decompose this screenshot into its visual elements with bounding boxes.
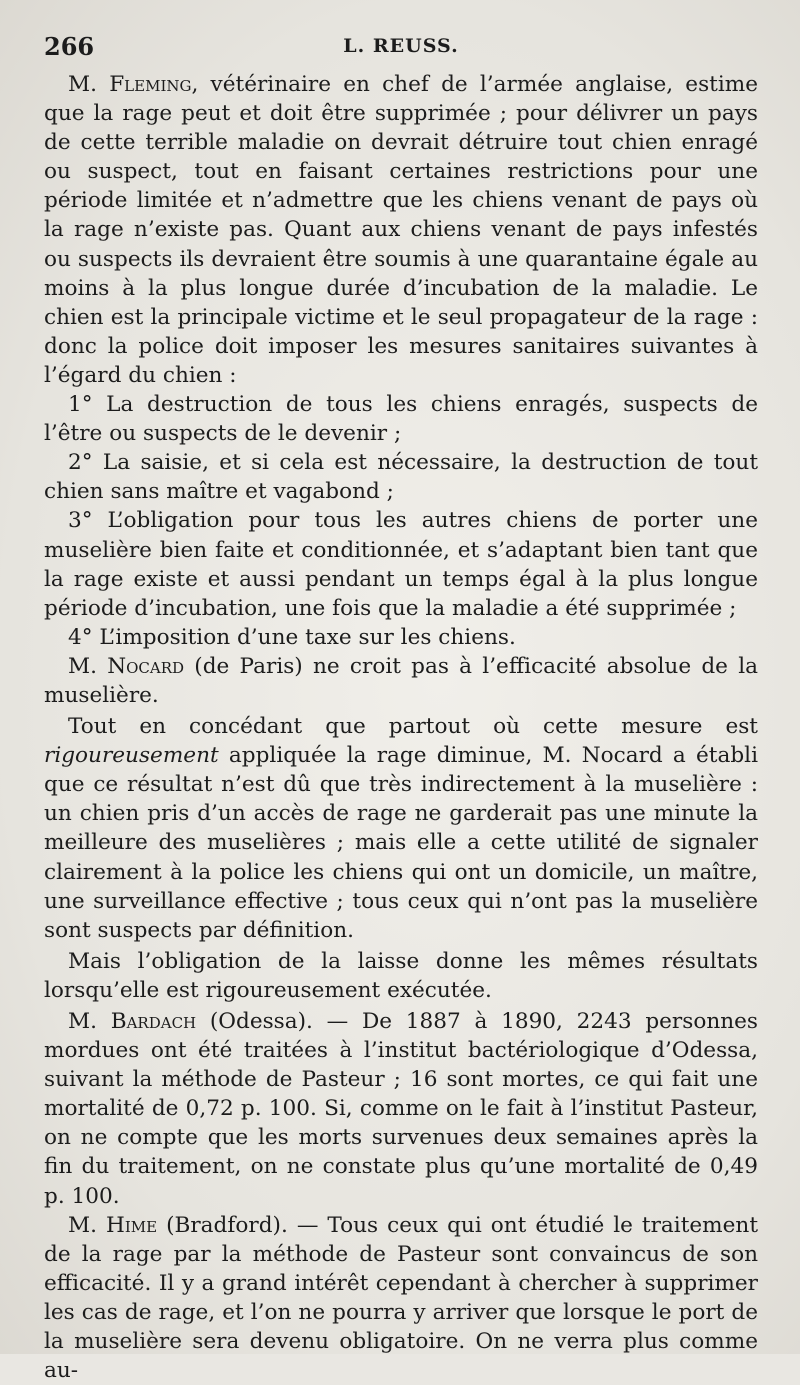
list-item-2: 2° La saisie, et si cela est nécessaire, la destruction de tout chien sans maître et vagabond ; xyxy=(44,450,758,505)
paragraph-fleming: M. Fleming, vétérinaire en chef de l’armée anglaise, estime que la rage peut et doit être supprimée ; pour délivrer un pays de cette terrible maladie on devrait détruire tout chien enragé ou suspect, tout en faisant certaines restrictions pour une période limitée et n’admettre que les chiens venant de pays où la rage n’existe pas. Quant aux chiens venant de pays infestés ou suspects ils devraient être soumis à une quarantaine égale au moins à la plus longue durée d’incubation de la maladie. Le chien est la principale victime et le seul propagateur de la rage : donc la police doit imposer les mesures sanitaires suivantes à l’égard du chien : xyxy=(44,72,758,388)
speaker-name: Hime xyxy=(105,1212,158,1238)
italic-word: rigoureusement xyxy=(44,743,219,769)
speaker-name: Fleming xyxy=(109,72,192,97)
list-item-3: 3° L’obligation pour tous les autres chiens de porter une muselière bien faite et conditionnée, et s’adaptant bien tant que la rage existe et aussi pendant un temps égal à la plus longue période d’incubation, une fois que la maladie a été supprimée ; xyxy=(44,508,758,621)
body-text xyxy=(44,70,758,1385)
page-header xyxy=(44,30,758,70)
list-item-4: 4° L’imposition d’une taxe sur les chiens. xyxy=(68,624,516,650)
speaker-name: Nocard xyxy=(107,653,185,679)
paragraph-hime: M. Hime (Bradford). — Tous ceux qui ont étudié le traitement de la rage par la méthode de Pasteur sont convaincus de son efficacité. Il y a grand intérêt cependant à chercher à supprimer les cas de rage, et l’on ne pourra y arriver que lorsque le port de la muselière sera devenu obligatoire. On ne verra plus comme au- xyxy=(44,1212,758,1384)
paragraph-nocard: M. Nocard (de Paris) ne croit pas à l’efficacité absolue de la muselière. xyxy=(44,653,758,708)
running-head: L. REUSS. xyxy=(343,35,459,57)
page-number: 266 xyxy=(44,32,95,61)
paragraph-mais: Mais l’obligation de la laisse donne les mêmes résultats lorsqu’elle est rigoureusement exécutée. xyxy=(44,948,758,1003)
paragraph-bardach: M. Bardach (Odessa). — De 1887 à 1890, 2243 personnes mordues ont été traitées à l’institut bactériologique d’Odessa, suivant la méthode de Pasteur ; 16 sont mortes, ce qui fait une mortalité de 0,72 p. 100. Si, comme on le fait à l’institut Pasteur, on ne compte que les morts survenues deux semaines après la fin du traitement, on ne constate plus qu’une mortalité de 0,49 p. 100. xyxy=(44,1009,759,1209)
list-item-1: 1° La destruction de tous les chiens enragés, suspects de l’être ou suspects de le devenir ; xyxy=(44,392,758,447)
speaker-name: Bardach xyxy=(110,1009,197,1034)
paragraph-tout: Tout en concédant que partout où cette mesure est rigoureusement appliquée la rage diminue, M. Nocard a établi que ce résultat n’est dû que très indirectement à la muselière : un chien pris d’un accès de rage ne garderait pas une minute la meilleure des muselières ; mais elle a cette utilité de signaler clairement à la police les chiens qui ont un domicile, un maître, une surveillance effective ; tous ceux qui n’ont pas la muselière sont suspects par définition. xyxy=(44,714,758,943)
